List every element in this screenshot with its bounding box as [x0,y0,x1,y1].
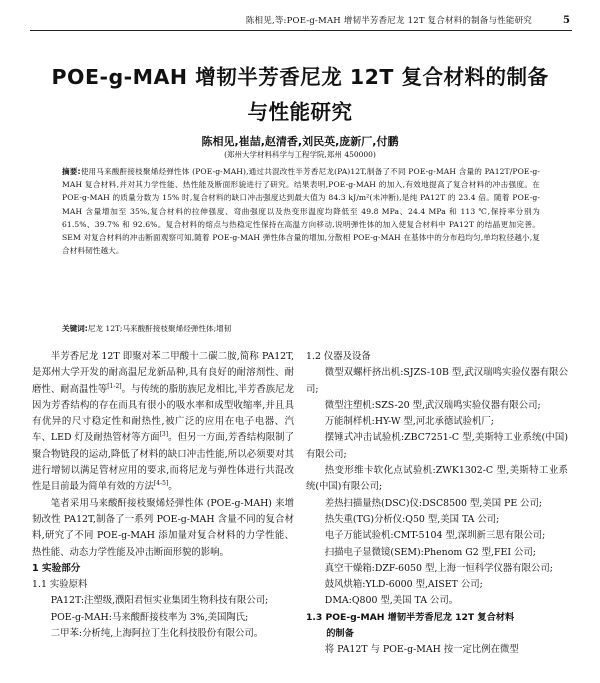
citation-ref: [4-5] [153,480,169,488]
abstract-text: 使用马来酸酐接枝聚烯烃弹性体 (POE-g-MAH),通过共混改性半芳香尼龙(PA)12T,制备了不同 POE-g-MAH 含量的 PA12T/POE-g-MAH 复合材料,并对其力学性能、热性能及断面形貌进行了研究。结果表明,POE-g-MAH 的加入,有效地提高了复合材料的冲击强度。在 POE-g-MAH 的质量分数为 15% 时,复合材料的缺口冲击强度达到最大值为 84.3 kJ/m²(未冲断),是纯 PA12T 的 23.4 倍。随着 POE-g-MAH 含量增加至 35%,复合材料的拉伸强度、弯曲强度以及热变形温度均降低至 49.8 MPa、24.4 MPa 和 113 ℃,保持率分别为 61.5%、39.7% 和 92.6%。复合材料的熔点与热稳定性保持在高温方向移动,说明弹性体的加入使复合材料中 PA12T 的结晶更加完善。SEM 对复合材料的冲击断面观察可知,随着 POE-g-MAH 弹性体含量的增加,分散相 POE-g-MAH 在基体中的分布趋均匀,单均粒径越小,复合材料韧性越大。 [62,167,540,256]
abstract-label: 摘要: [62,167,81,176]
equipment-item: 差热扫描量热(DSC)仪:DSC8500 型,美国 PE 公司; [324,497,543,509]
author-list: 陈相见,崔喆,赵清香,刘民英,庞新厂,付鹏 [201,135,399,148]
equipment-item: 扫描电子显微镜(SEM):Phenom G2 型,FEI 公司; [324,546,536,558]
equipment-item: 微型注塑机:SZS-20 型,武汉瑞鸣实验仪器有限公司; [324,399,541,411]
citation-ref: [1-2] [107,382,122,390]
material-item: PA12T:注塑级,濮阳君恒实业集团生物科技有限公司; [50,595,269,607]
section-heading-1: 1 实验部分 [32,562,81,574]
paper-title-line2: 与性能研究 [247,100,353,124]
section-heading-1-3: 1.3 POE-g-MAH 增韧半芳香尼龙 12T 复合材料 [306,611,515,623]
affiliation: (郑州大学材料科学与工程学院,郑州 450000) [224,150,376,159]
material-item: 二甲苯:分析纯,上海阿拉丁生化科技股份有限公司。 [50,628,264,640]
equipment-item: 电子万能试验机:CMT-5104 型,深圳新三思有限公司; [324,530,546,542]
citation-ref: [3] [159,431,169,439]
material-item: POE-g-MAH:马来酸酐接枝率为 3%,美国陶氏; [50,611,249,623]
intro-paragraph-2: 笔者采用马来酸酐接枝聚烯烃弹性体 (POE-g-MAH) 来增韧改性 PA12T,制备了一系列 POE-g-MAH 含量不同的复合材料,研究了不同 POE-g-MAH 添加量对复合材料的力学性能、热性能、动态力学性能及冲击断面形貌的影响。 [32,497,294,558]
equipment-item: 真空干燥箱:DZF-6050 型,上海一恒科学仪器有限公司; [324,562,553,574]
running-header [30,14,572,31]
equipment-item: DMA:Q800 型,美国 TA 公司。 [324,595,459,607]
section-heading-1-1: 1.1 实验原料 [32,579,88,591]
page-number: 5 [563,15,570,26]
keywords [62,323,540,335]
keywords-label: 关键词: [62,324,88,333]
equipment-item: 热失重(TG)分析仪:Q50 型,美国 TA 公司; [324,513,500,525]
abstract [62,165,540,257]
running-title: 陈相见,等:POE-g-MAH 增韧半芳香尼龙 12T 复合材料的制备与性能研究 [245,16,532,26]
section-heading-1-2: 1.2 仪器及设备 [306,351,371,362]
keywords-text: 尼龙 12T;马来酸酐接枝聚烯烃弹性体;增韧 [87,324,232,333]
equipment-item: 热变形维卡软化点试验机:ZWK1302-C 型,美斯特工业系统(中国)有限公司; [306,465,568,493]
section-heading-1-3-cont: 的制备 [326,628,354,640]
equipment-item: 万能制样机:HY-W 型,河北承德试验机厂; [324,416,494,428]
left-column [32,349,294,642]
prep-paragraph: 将 PA12T 与 POE-g-MAH 按一定比例在微型 [324,644,519,656]
equipment-item: 微型双螺杆挤出机:SJZS-10B 型,武汉瑞鸣实验仪器有限公司; [306,367,568,395]
equipment-item: 摆锤式冲击试验机:ZBC7251-C 型,美斯特工业系统(中国)有限公司; [306,432,568,460]
intro-paragraph-1: 半芳香尼龙 12T 即聚对苯二甲酸十二碳二胺,简称 PA12T,是郑州大学开发的耐高温尼龙新品种,具有良好的耐溶剂性、耐磨性、耐高温性等[1-2]。与传统的脂肪族尼龙相比,半芳香族尼龙因为芳香结构的存在而具有很小的吸水率和成型收缩率,并且具有优异的尺寸稳定性和耐热性,被广泛的应用在电子电器、汽车、LED 灯及耐热管材等方面[3]。但另一方面,芳香结构限制了聚合物链段的运动,降低了材料的缺口冲击性能,所以必须要对其进行增韧以满足管材应用的要求,而将尼龙与弹性体进行共混改性是目前最为简单有效的方法[4-5]。 [32,351,294,493]
paper-title [30,60,570,130]
paper-title-line1: POE-g-MAH 增韧半芳香尼龙 12T 复合材料的制备 [51,65,549,89]
right-column [306,349,568,659]
equipment-item: 鼓风烘箱:YLD-6000 型,AISET 公司; [324,579,483,591]
